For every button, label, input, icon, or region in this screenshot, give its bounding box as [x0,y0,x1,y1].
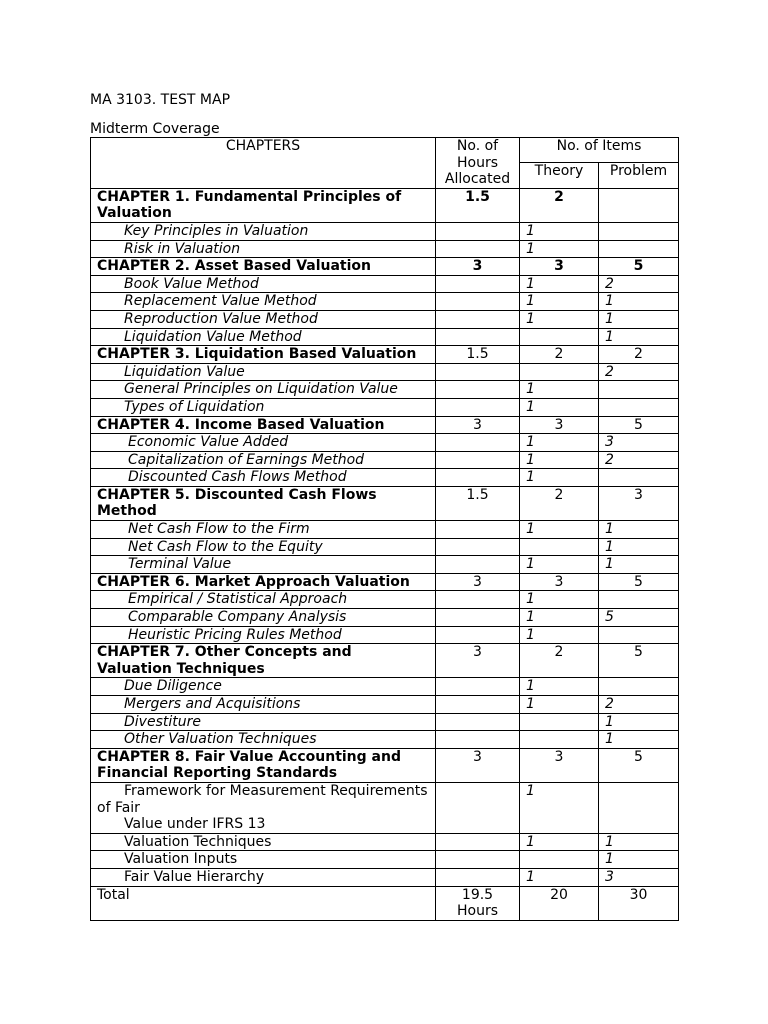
topic-row [91,521,679,539]
theory-cell: 1 [520,609,599,627]
problem-cell: 1 [599,328,679,346]
hours-cell [436,538,520,556]
theory-cell: 3 [520,573,599,591]
theory-cell: 1 [520,696,599,714]
problem-cell [599,678,679,696]
total-problem: 30 [599,886,679,920]
problem-cell: 5 [599,644,679,678]
problem-cell: 1 [599,851,679,869]
theory-cell: 2 [520,346,599,364]
hours-cell [436,398,520,416]
problem-cell: 1 [599,731,679,749]
chapter-row [91,346,679,364]
topic-label-line1: Framework for Measurement Requirements of Fair [97,782,428,816]
theory-cell: 1 [520,868,599,886]
problem-cell: 2 [599,696,679,714]
hours-cell: 3 [436,644,520,678]
topic-row [91,293,679,311]
problem-cell: 5 [599,609,679,627]
hours-cell [436,240,520,258]
topic-row [91,328,679,346]
problem-cell: 5 [599,258,679,276]
header-items: No. of Items [520,138,679,163]
problem-cell [599,188,679,222]
theory-cell: 1 [520,310,599,328]
header-theory: Theory [520,163,599,188]
topic-label [91,782,436,833]
topic-row [91,678,679,696]
theory-cell [520,731,599,749]
hours-cell [436,434,520,452]
hours-cell [436,731,520,749]
problem-cell: 1 [599,310,679,328]
topic-label: Due Diligence [91,678,436,696]
theory-cell: 1 [520,275,599,293]
problem-cell: 1 [599,293,679,311]
chapter-label: CHAPTER 7. Other Concepts and Valuation Techniques [91,644,436,678]
problem-cell: 1 [599,538,679,556]
chapter-row [91,416,679,434]
topic-row [91,434,679,452]
topic-row [91,868,679,886]
hours-cell [436,310,520,328]
hours-cell [436,328,520,346]
hours-cell: 3 [436,748,520,782]
problem-cell [599,626,679,644]
topic-row [91,591,679,609]
topic-row [91,851,679,869]
topic-row [91,398,679,416]
problem-cell: 2 [599,275,679,293]
topic-label: Replacement Value Method [91,293,436,311]
hours-cell [436,626,520,644]
theory-cell: 1 [520,434,599,452]
problem-cell [599,381,679,399]
hours-cell [436,293,520,311]
hours-cell: 3 [436,573,520,591]
hours-cell [436,451,520,469]
theory-cell: 1 [520,678,599,696]
theory-cell: 2 [520,486,599,520]
topic-row [91,469,679,487]
hours-cell: 1.5 [436,188,520,222]
header-problem: Problem [599,163,679,188]
total-label: Total [91,886,436,920]
topic-row [91,609,679,627]
total-hours-value: 19.5 [461,886,494,903]
theory-cell: 1 [520,782,599,833]
topic-label: Heuristic Pricing Rules Method [91,626,436,644]
total-theory: 20 [520,886,599,920]
hours-cell [436,363,520,381]
table-header-row [91,138,679,163]
topic-label: Capitalization of Earnings Method [91,451,436,469]
chapter-label: CHAPTER 6. Market Approach Valuation [91,573,436,591]
topic-label: Valuation Inputs [91,851,436,869]
hours-cell [436,521,520,539]
topic-label: Mergers and Acquisitions [91,696,436,714]
theory-cell: 1 [520,556,599,574]
hours-cell [436,851,520,869]
problem-cell: 3 [599,434,679,452]
problem-cell: 2 [599,451,679,469]
theory-cell: 1 [520,521,599,539]
chapter-row [91,258,679,276]
hours-cell: 3 [436,258,520,276]
theory-cell: 1 [520,451,599,469]
chapter-label: CHAPTER 4. Income Based Valuation [91,416,436,434]
topic-label: Other Valuation Techniques [91,731,436,749]
topic-label: Book Value Method [91,275,436,293]
topic-row [91,713,679,731]
topic-label: Net Cash Flow to the Firm [91,521,436,539]
hours-cell [436,678,520,696]
problem-cell [599,782,679,833]
theory-cell [520,851,599,869]
topic-label: Discounted Cash Flows Method [91,469,436,487]
theory-cell: 2 [520,188,599,222]
header-hours-line3: Allocated [444,171,511,188]
theory-cell [520,328,599,346]
hours-cell: 1.5 [436,486,520,520]
hours-cell [436,713,520,731]
theory-cell: 1 [520,591,599,609]
topic-label: Reproduction Value Method [91,310,436,328]
header-hours [436,138,520,189]
problem-cell: 2 [599,346,679,364]
chapter-label: CHAPTER 8. Fair Value Accounting and Financial Reporting Standards [91,748,436,782]
total-row [91,886,679,920]
topic-row [91,363,679,381]
chapter-label: CHAPTER 5. Discounted Cash Flows Method [91,486,436,520]
topic-label: Comparable Company Analysis [91,609,436,627]
problem-cell: 5 [599,416,679,434]
topic-label: Risk in Valuation [91,240,436,258]
topic-label: Net Cash Flow to the Equity [91,538,436,556]
chapter-label: CHAPTER 1. Fundamental Principles of Valuation [91,188,436,222]
hours-cell [436,609,520,627]
problem-cell [599,240,679,258]
theory-cell: 1 [520,222,599,240]
chapter-row [91,486,679,520]
hours-cell [436,833,520,851]
test-map-table [90,137,679,921]
problem-cell [599,591,679,609]
topic-row [91,696,679,714]
theory-cell [520,363,599,381]
hours-cell [436,469,520,487]
theory-cell: 1 [520,469,599,487]
problem-cell: 3 [599,486,679,520]
document-title: MA 3103. TEST MAP [90,92,231,108]
topic-row [91,310,679,328]
theory-cell [520,538,599,556]
chapter-label: CHAPTER 3. Liquidation Based Valuation [91,346,436,364]
topic-row [91,222,679,240]
theory-cell: 1 [520,833,599,851]
topic-label: Liquidation Value [91,363,436,381]
chapter-row [91,748,679,782]
theory-cell: 1 [520,240,599,258]
problem-cell [599,469,679,487]
topic-row [91,381,679,399]
topic-label: Valuation Techniques [91,833,436,851]
topic-label-line2: Value under IFRS 13 [124,816,266,833]
problem-cell: 1 [599,713,679,731]
problem-cell: 2 [599,363,679,381]
total-hours-unit: Hours [456,903,498,920]
chapter-row [91,644,679,678]
problem-cell: 5 [599,573,679,591]
topic-label: Economic Value Added [91,434,436,452]
problem-cell: 1 [599,833,679,851]
header-chapters: CHAPTERS [91,138,436,189]
theory-cell: 2 [520,644,599,678]
topic-label: Liquidation Value Method [91,328,436,346]
topic-row [91,731,679,749]
problem-cell [599,398,679,416]
header-hours-line2: Hours [456,154,498,171]
topic-label: Key Principles in Valuation [91,222,436,240]
theory-cell: 3 [520,258,599,276]
topic-label: Fair Value Hierarchy [91,868,436,886]
problem-cell: 3 [599,868,679,886]
total-hours [436,886,520,920]
theory-cell: 3 [520,748,599,782]
topic-row [91,626,679,644]
chapter-row [91,188,679,222]
hours-cell [436,868,520,886]
problem-cell: 5 [599,748,679,782]
chapter-row [91,573,679,591]
hours-cell: 1.5 [436,346,520,364]
problem-cell [599,222,679,240]
topic-row [91,275,679,293]
topic-row [91,451,679,469]
header-hours-line1: No. of [456,138,499,154]
hours-cell [436,696,520,714]
topic-label: General Principles on Liquidation Value [91,381,436,399]
topic-row [91,782,679,833]
topic-row [91,240,679,258]
topic-label: Terminal Value [91,556,436,574]
topic-row [91,833,679,851]
hours-cell [436,381,520,399]
topic-row [91,556,679,574]
theory-cell: 3 [520,416,599,434]
theory-cell [520,713,599,731]
problem-cell: 1 [599,521,679,539]
theory-cell: 1 [520,381,599,399]
problem-cell: 1 [599,556,679,574]
hours-cell: 3 [436,416,520,434]
hours-cell [436,782,520,833]
document-subtitle: Midterm Coverage [90,121,220,137]
chapter-label: CHAPTER 2. Asset Based Valuation [91,258,436,276]
hours-cell [436,591,520,609]
topic-label: Empirical / Statistical Approach [91,591,436,609]
topic-label: Divestiture [91,713,436,731]
theory-cell: 1 [520,293,599,311]
hours-cell [436,222,520,240]
topic-row [91,538,679,556]
hours-cell [436,556,520,574]
hours-cell [436,275,520,293]
theory-cell: 1 [520,398,599,416]
topic-label: Types of Liquidation [91,398,436,416]
theory-cell: 1 [520,626,599,644]
